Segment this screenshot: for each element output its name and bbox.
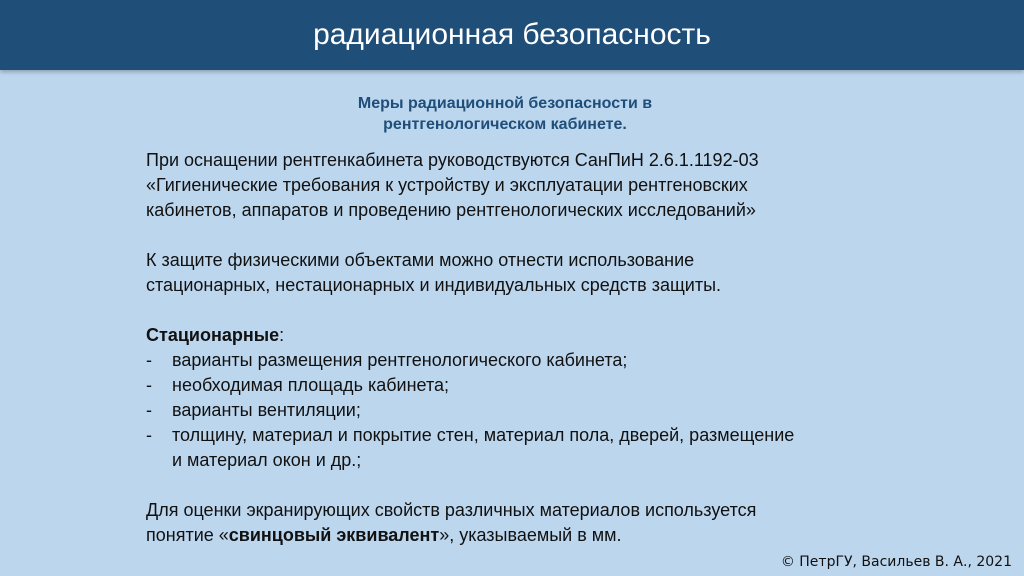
stationary-colon: : xyxy=(279,325,285,345)
list-item-text: варианты размещения рентгенологического кабинета; xyxy=(172,350,628,370)
list-item xyxy=(146,423,946,473)
list-item xyxy=(146,373,946,398)
paragraph-sanpin-line-1: При оснащении рентгенкабинета руководствуются СанПиН 2.6.1.1192-03 xyxy=(146,150,759,170)
list-item xyxy=(146,398,946,423)
copyright-footer: © ПетрГУ, Васильев В. А., 2021 xyxy=(780,554,1012,570)
paragraph-sanpin-line-3: кабинетов, аппаратов и проведению рентгенологических исследований» xyxy=(146,200,756,220)
subtitle-line-1: Меры радиационной безопасности в xyxy=(357,95,653,112)
paragraph-protection xyxy=(146,248,946,298)
paragraph-lead-suffix: », указываемый в мм. xyxy=(439,525,622,545)
list-item xyxy=(146,348,946,373)
paragraph-protection-line-1: К защите физическими объектами можно отнести использование xyxy=(146,250,695,270)
paragraph-lead-equivalent xyxy=(146,498,946,548)
stationary-heading xyxy=(146,323,946,348)
dash-bullet: - xyxy=(146,375,152,395)
spacer xyxy=(146,298,946,323)
dash-bullet: - xyxy=(146,350,152,370)
list-item-text: варианты вентиляции; xyxy=(172,400,361,420)
slide-header xyxy=(0,0,1024,70)
subtitle-line-2: рентгенологическом кабинете. xyxy=(383,116,627,133)
paragraph-lead-line-1: Для оценки экранирующих свойств различных материалов используется xyxy=(146,500,757,520)
paragraph-lead-prefix: понятие « xyxy=(146,525,229,545)
slide-body xyxy=(146,148,946,548)
dash-bullet: - xyxy=(146,425,152,445)
dash-bullet: - xyxy=(146,400,152,420)
lead-equivalent-term: свинцовый эквивалент xyxy=(228,525,440,545)
slide-title: радиационная безопасность xyxy=(313,18,711,51)
section-subtitle xyxy=(0,93,1010,135)
list-item-text-continued: и материал окон и др.; xyxy=(172,450,362,470)
stationary-list xyxy=(146,348,946,473)
paragraph-protection-line-2: стационарных, нестационарных и индивидуальных средств защиты. xyxy=(146,275,722,295)
spacer xyxy=(146,473,946,498)
paragraph-sanpin-line-2: «Гигиенические требования к устройству и эксплуатации рентгеновских xyxy=(146,175,748,195)
list-item-text: необходимая площадь кабинета; xyxy=(172,375,449,395)
list-item-text: толщину, материал и покрытие стен, материал пола, дверей, размещение xyxy=(172,425,795,445)
spacer xyxy=(146,223,946,248)
paragraph-sanpin xyxy=(146,148,946,223)
stationary-label: Стационарные xyxy=(146,325,280,345)
